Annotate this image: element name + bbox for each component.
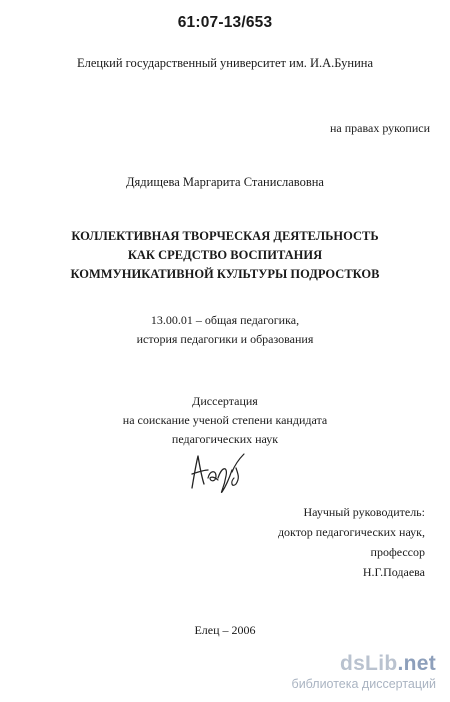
dissertation-title <box>0 227 450 284</box>
dslib-watermark <box>292 652 436 692</box>
specialty-line: история педагогики и образования <box>136 332 314 346</box>
supervisor-line: профессор <box>370 545 425 559</box>
handwritten-signature <box>186 448 250 496</box>
supervisor-line: доктор педагогических наук, <box>277 525 425 539</box>
specialty-line: 13.00.01 – общая педагогика, <box>150 313 300 327</box>
supervisor-line: Научный руководитель: <box>303 505 425 519</box>
title-line: КОЛЛЕКТИВНАЯ ТВОРЧЕСКАЯ ДЕЯТЕЛЬНОСТЬ <box>71 229 379 243</box>
title-line: КОММУНИКАТИВНОЙ КУЛЬТУРЫ ПОДРОСТКОВ <box>70 267 380 281</box>
institution-name: Елецкий государственный университет им. И.А.Бунина <box>76 56 374 70</box>
watermark-logo-suffix: .net <box>397 652 436 675</box>
city-year: Елец – 2006 <box>194 623 256 637</box>
degree-line: Диссертация <box>192 394 258 408</box>
author-name: Дядищева Маргарита Станиславовна <box>126 175 324 189</box>
document-code: 61:07-13/653 <box>177 14 273 31</box>
watermark-logo-prefix: dsLib <box>339 652 398 675</box>
supervisor-line: Н.Г.Подаева <box>362 565 425 579</box>
degree-statement <box>0 392 450 449</box>
specialty <box>0 311 450 349</box>
rights-note: на правах рукописи <box>330 121 430 135</box>
scientific-supervisor <box>278 502 425 582</box>
degree-line: на соискание ученой степени кандидата <box>122 413 328 427</box>
watermark-subtitle: библиотека диссертаций <box>291 677 436 691</box>
watermark-logo <box>292 652 436 676</box>
degree-line: педагогических наук <box>171 432 279 446</box>
title-line: КАК СРЕДСТВО ВОСПИТАНИЯ <box>127 248 323 262</box>
